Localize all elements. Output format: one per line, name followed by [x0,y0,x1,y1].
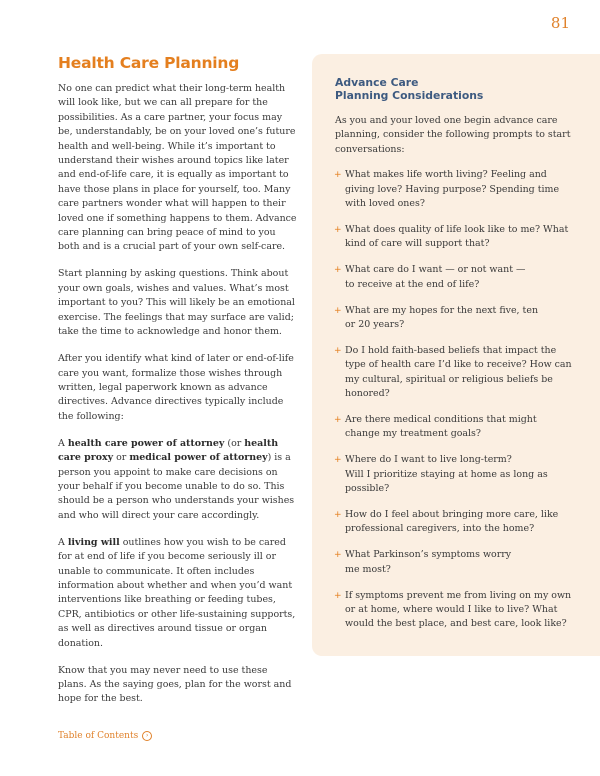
term-medical-power-of-attorney: medical power of attorney [129,452,268,464]
plus-icon: + [334,305,342,316]
list-item: + What does quality of life look like to me? What kind of care will support that? [334,223,569,250]
plus-icon: + [334,510,342,521]
section-title: Health Care Planning [58,54,240,72]
list-item: + Do I hold faith-based beliefs that impact the type of health care I’d like to receive? How can my cultural, spiritual or religious beliefs be honored? [334,344,572,400]
plus-icon: + [334,224,342,235]
plus-icon: + [334,345,342,356]
term-health-care-proxy: health care proxy [58,437,279,464]
list-item: + If symptoms prevent me from living on my own or at home, where would I like to live? What would the best place, and best care, look like? [334,589,572,630]
chevron-right-icon: › [142,731,152,741]
considerations-sidebar [312,54,600,656]
list-item: + What makes life worth living? Feeling and giving love? Having purpose? Spending time with loved ones? [334,169,560,210]
prompt-list [335,168,572,632]
term-health-care-power-of-attorney: health care power of attorney [67,437,225,449]
intro-paragraph: No one can predict what their long-term health will look like, but we can all prepare for the possibilities. As a care partner, your focus may be, understandably, be on your loved one’s future health and well-being. While it’s important to understand their wishes around topics like later and end-of-life care, it is equally as important to have those plans in place for yourself, too. Many care partners wonder what will happen to their loved one if something happens to them. Advance care planning can bring peace of mind to you both and is a crucial part of your own self-care. [58,83,297,253]
plus-icon: + [334,550,342,561]
sidebar-title [335,76,572,102]
closing-paragraph: Know that you may never need to use these plans. As the saying goes, plan for the worst and hope for the best. [58,664,292,705]
list-item: + How do I feel about bringing more care, like professional caregivers, into the home? [334,509,559,535]
list-item: + Where do I want to live long-term? Will I prioritize staying at home as long as possible? [334,454,548,495]
sidebar-intro: As you and your loved one begin advance care planning, consider the following prompts to start conversations: [335,115,571,155]
advance-directives-paragraph: After you identify what kind of later or end-of-life care you want, formalize those wishes through written, legal paperwork known as advance directives. Advance directives typically include the following: [58,353,294,422]
living-will-paragraph: A living will outlines how you wish to be cared for at end of life if you become seriously ill or unable to communicate. It often includes information about whether and when you’d want interventions like breathing or feeding tubes, CPR, antibiotics or other life-sustaining supports, as well as directives around tissue or organ donation. [58,536,296,649]
power-of-attorney-paragraph: A health care power of attorney (or health care proxy or medical power of attorney) is a person you appoint to make care decisions on your behalf if you become unable to do so. This should be a person who understands your wishes and who will direct your care accordingly. [58,437,295,521]
list-item: + What Parkinson’s symptoms worry me most? [334,549,512,575]
list-item: + Are there medical conditions that might change my treatment goals? [334,414,537,440]
plus-icon: + [334,265,342,276]
toc-label: Table of Contents [58,731,139,741]
questions-paragraph: Start planning by asking questions. Think about your own goals, wishes and values. What’s most important to you? This will likely be an emotional exercise. The feelings that may surface are valid; take the time to acknowledge and honor them. [58,268,295,338]
plus-icon: + [334,170,342,181]
sidebar-title-line-1: Advance Care [335,76,419,89]
list-item: + What are my hopes for the next five, ten or 20 years? [334,304,539,330]
main-content [58,54,298,719]
page-number: 81 [550,14,570,32]
term-living-will: living will [67,536,120,548]
plus-icon: + [334,415,342,425]
plus-icon: + [334,455,342,466]
list-item: + What care do I want — or not want — to receive at the end of life? [334,264,526,290]
table-of-contents-link[interactable] [58,731,152,741]
plus-icon: + [334,590,342,601]
sidebar-title-line-2: Planning Considerations [335,89,484,102]
